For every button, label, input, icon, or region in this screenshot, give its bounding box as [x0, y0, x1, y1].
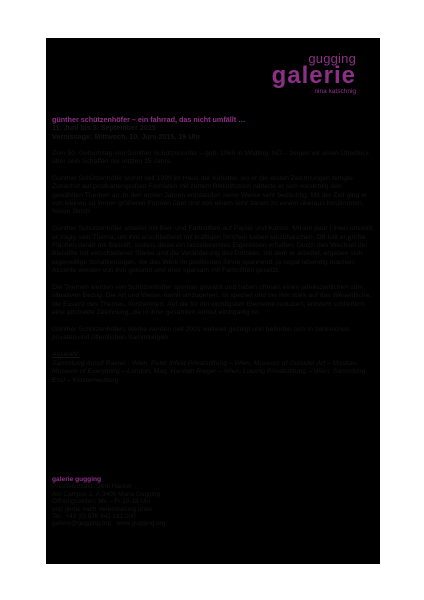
- logo-line-owner: nina katschnig: [314, 88, 356, 95]
- contact-press: Pressekontakt: Gerti Hacker: [52, 483, 132, 491]
- exhibition-title: günther schützenhöfer – ein fahrrad, das nicht umfällt …: [52, 115, 246, 124]
- logo-line-galerie: galerie: [271, 62, 356, 89]
- document-page: [46, 38, 380, 564]
- press-release-body: [52, 116, 374, 385]
- contact-block: [52, 476, 374, 528]
- selection-heading: Auswahl:: [52, 351, 80, 359]
- exhibition-dates: 11. Juni bis 3. September 2015: [52, 123, 156, 133]
- galerie-gugging-logo: [272, 52, 356, 96]
- selection-list: Sammlung Arnulf Rainer - Wien, Peter Infeld Privatstiftung – Wien, Museum of Outsider Art – Moskau, Museum of Everything – London, Mag. Hannah Rieger – Wien, Liaunig Privatstiftung – Wien, Sammlung Essl – Klosterneuburg: [52, 359, 366, 384]
- contact-title: galerie gugging: [52, 476, 102, 483]
- paragraph-beginnings: Günther Schützenhöfer wohnt seit 1999 im Haus der Künstler, wo er die ersten Zeichnungen fertigte. Zunächst auf postkartengroßen Formaten mit zartem Bleistiftstrich näherte er sich vorsichtig den gewählten Themen an. In den ersten Jahren entstanden seine Werke sehr bedächtig. Mit der Zeit ging er von kleinen zu immer größeren Formen über und von einem sehr zarten zu einem überaus bestimmten, festen Strich.: [52, 174, 368, 216]
- contact-appointment: und gerne nach Vereinbarung unter: [52, 505, 153, 513]
- paragraph-collections: Günther Schützenhöfers Werke werden seit 2001 weltweit gezeigt und befinden sich in zahlreichen privaten und öffentlichen Sammlungen.: [52, 326, 350, 342]
- logo-line-gugging: gugging: [308, 51, 356, 66]
- contact-address: Am Campus 2, A-3400 Maria Gugging: [52, 490, 160, 498]
- vernissage-info: Vernissage: Mittwoch, 10. Juni 2015, 19 Uhr: [52, 131, 201, 141]
- contact-email-web: gallery@gugging.org www.gugging.org: [52, 520, 166, 528]
- contact-phone: Tel.: +43 (0) 676 841 181 200: [52, 513, 136, 521]
- paragraph-birthday: Zum 50. Geburtstag von Günther Schützenhöfer – geb. 1965 in Mödling, NÖ – zeigen wir einen Überblick über sein Schaffen der letzten 15 Jahre.: [52, 149, 369, 166]
- paragraph-technique: Günther Schützenhöfer arbeitet mit Blei- und Farbstiften auf Papier und Karton. Mit ein paar Linien umreißt er zügig sein Thema, um ihm anschließend mit kräftigen Strichen Leben einzuhauchen. Oft füllt er große Flächen derart mit Bleistift, sodass diese ein faszinierendes Eigenleben erhalten. Durch den Wechsel der Bleistifte mit verschiedener Stärke und die Veränderung des Druckes, mit dem er arbeitet, ergeben sich eigenwillige Schattierungen, die das Werk im positivsten Sinne spannend, ja sogar lebendig machen. Akzente werden von ihm gekonnt und eher sparsam mit Farbstiften gesetzt.: [52, 225, 373, 275]
- contact-hours: Öffnungszeiten: Mo – Fr 10-18 Uhr: [52, 498, 151, 506]
- paragraph-themes: Die Themen werden von Schützenhöfer spontan gewählt und haben oftmals einen jahreszeitlichen oder situativen Bezug. Die Art und Weise, damit umzugehen, ist speziell und bei ihm stark auf das Wesentliche, die Essenz des Themas, konzentriert. Auf die für ihn wichtigsten Elemente reduziert, entsteht schließlich eine abstrakte Zeichnung, die in ihrer gesamten Anmut einzigartig ist.: [52, 284, 372, 317]
